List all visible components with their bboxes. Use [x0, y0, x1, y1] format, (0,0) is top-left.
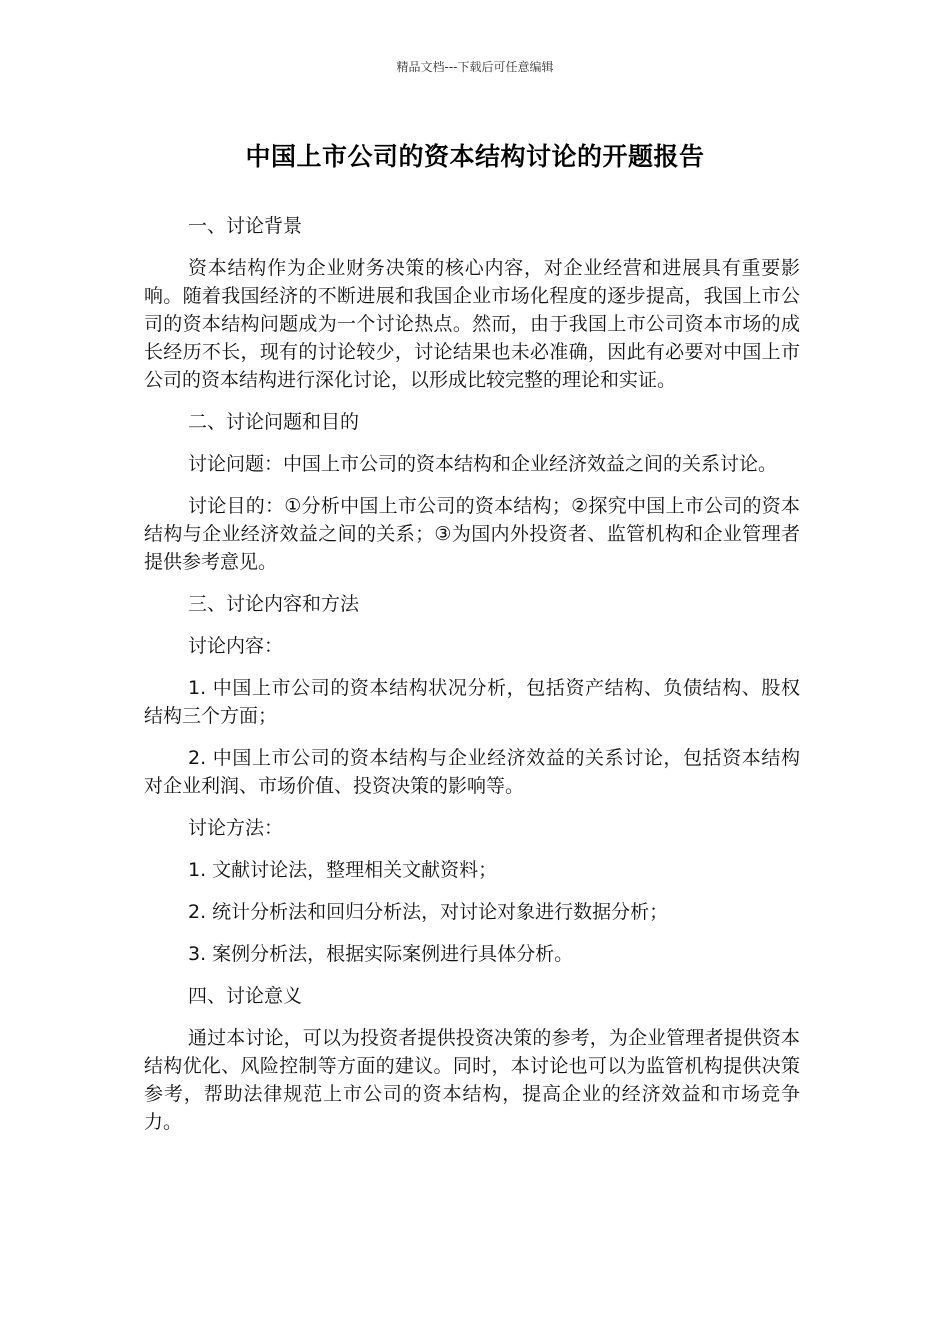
subheading-content: 讨论内容： — [188, 635, 284, 657]
list-item: 1. 文献讨论法，整理相关文献资料； — [188, 859, 498, 881]
paragraph-significance: 通过本讨论，可以为投资者提供投资决策的参考，为企业管理者提供资本结构优化、风险控制等方面的建议。同时，本讨论也可以为监管机构提供决策参考，帮助法律规范上市公司的资本结构，提高企业的经济效益和市场竞争力。 — [144, 1027, 800, 1133]
paragraph-purpose: 讨论目的：①分析中国上市公司的资本结构；②探究中国上市公司的资本结构与企业经济效益之间的关系；③为国内外投资者、监管机构和企业管理者提供参考意见。 — [144, 495, 800, 573]
paragraph-question: 讨论问题：中国上市公司的资本结构和企业经济效益之间的关系讨论。 — [188, 453, 778, 475]
section-heading-significance: 四、讨论意义 — [188, 985, 303, 1007]
header-note: 精品文档---下载后可任意编辑 — [396, 60, 554, 74]
list-item: 2. 统计分析法和回归分析法，对讨论对象进行数据分析； — [188, 901, 669, 923]
list-item: 1. 中国上市公司的资本结构状况分析，包括资产结构、负债结构、股权结构三个方面； — [144, 677, 800, 727]
page-title: 中国上市公司的资本结构讨论的开题报告 — [245, 142, 705, 171]
subheading-method: 讨论方法： — [188, 817, 284, 839]
section-heading-questions: 二、讨论问题和目的 — [188, 411, 360, 433]
section-heading-content-method: 三、讨论内容和方法 — [188, 593, 360, 615]
list-item: 3. 案例分析法，根据实际案例进行具体分析。 — [188, 943, 574, 965]
document-body — [144, 212, 800, 1150]
list-item: 2. 中国上市公司的资本结构与企业经济效益的关系讨论，包括资本结构对企业利润、市场价值、投资决策的影响等。 — [144, 747, 800, 797]
section-heading-background: 一、讨论背景 — [188, 215, 303, 237]
paragraph-background: 资本结构作为企业财务决策的核心内容，对企业经营和进展具有重要影响。随着我国经济的不断进展和我国企业市场化程度的逐步提高，我国上市公司的资本结构问题成为一个讨论热点。然而，由于我国上市公司资本市场的成长经历不长，现有的讨论较少，讨论结果也未必准确，因此有必要对中国上市公司的资本结构进行深化讨论，以形成比较完整的理论和实证。 — [144, 257, 800, 391]
